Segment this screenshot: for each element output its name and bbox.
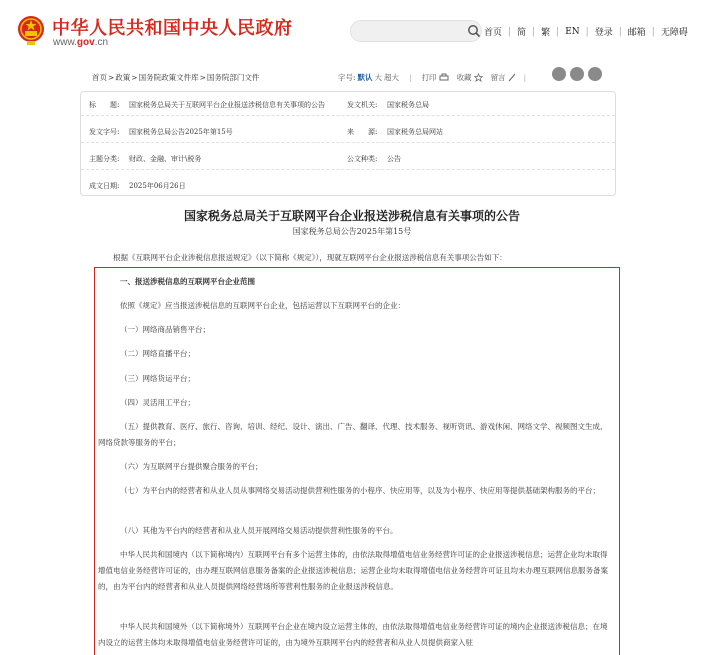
breadcrumb xyxy=(92,72,259,83)
list-item: （六）为互联网平台提供聚合服务的平台； xyxy=(120,462,263,471)
list-item: （二）网络直播平台； xyxy=(120,349,195,358)
nav-english[interactable]: EN xyxy=(565,26,580,37)
info-source-value: 国家税务总局网站 xyxy=(387,128,443,136)
site-header xyxy=(0,0,704,62)
article-number: 国家税务总局公告2025年第15号 xyxy=(292,227,412,236)
nav-login[interactable]: 登录 xyxy=(594,28,613,38)
paragraph-domestic: 中华人民共和国境内（以下简称境内）互联网平台有多个运营主体的，由依法取得增值电信业务经营许可证的企业报送涉税信息；运营企业均未取得增值电信业务经营许可证的，由办理互联网信息服务备案的企业报送涉税信息；运营企业均未取得增值电信业务经营许可证且均未办理互联网信息服务备案的，由为平台内的经营者和从业人员提供网络经营场所等营利性服务的企业报送涉税信息。 xyxy=(98,550,608,591)
paragraph-foreign: 中华人民共和国境外（以下简称境外）互联网平台企业在境内设立运营主体的，由依法取得增值电信业务经营许可证的境内企业报送涉税信息；在境内设立的运营主体均未取得增值电信业务经营许可证的，由为境外互联网平台内的经营者和从业人员提供商家入驻 xyxy=(98,622,608,647)
share-buttons xyxy=(552,67,602,81)
print-button[interactable]: 打印 xyxy=(421,73,437,82)
tools-separator: | xyxy=(523,73,527,82)
list-item: （五）提供教育、医疗、旅行、咨询、培训、经纪、设计、演出、广告、翻译、代理、技术服务、视听资讯、游戏休闲、网络文学、视频图文生成、网络贷款等服务的平台； xyxy=(98,422,608,447)
nav-simplified[interactable]: 简 xyxy=(517,28,527,38)
info-issuer-label: 发文机关: xyxy=(347,101,378,109)
site-title[interactable]: 中华人民共和国中央人民政府 xyxy=(52,18,293,39)
info-issuer-value: 国家税务总局 xyxy=(387,101,429,109)
font-size-label: 字号: xyxy=(338,73,356,82)
list-item: （一）网络商品销售平台； xyxy=(120,325,210,334)
site-url-prefix: www. xyxy=(53,37,77,48)
nav-separator: | xyxy=(618,26,622,37)
breadcrumb-home[interactable]: 首页 xyxy=(92,73,107,82)
nav-separator: | xyxy=(585,26,589,37)
font-size-large[interactable]: 大 xyxy=(374,73,383,82)
breadcrumb-dept-files[interactable]: 国务院部门文件 xyxy=(206,73,260,82)
page-tools xyxy=(338,72,536,83)
list-item: （四）灵活用工平台； xyxy=(120,398,195,407)
nav-separator: | xyxy=(532,26,536,37)
info-number-label: 发文字号: xyxy=(89,128,120,136)
star-icon[interactable] xyxy=(474,73,483,82)
info-row-title xyxy=(81,92,615,116)
nav-home[interactable]: 首页 xyxy=(484,28,503,38)
nav-separator: | xyxy=(508,26,512,37)
breadcrumb-arrow: > xyxy=(199,73,206,82)
nav-traditional[interactable]: 繁 xyxy=(541,28,551,38)
info-type-label: 公文种类: xyxy=(347,155,378,163)
favorite-circle-icon[interactable] xyxy=(588,67,602,81)
national-emblem-icon[interactable] xyxy=(16,14,46,46)
breadcrumb-arrow: > xyxy=(131,73,138,82)
info-number-value: 国家税务总局公告2025年第15号 xyxy=(129,128,233,136)
document-info-table xyxy=(80,91,616,196)
info-topic-label: 主题分类: xyxy=(89,155,120,163)
favorite-button[interactable]: 收藏 xyxy=(456,73,472,82)
list-item: （八）其他为平台内的经营者和从业人员开展网络交易活动提供营利性服务的平台。 xyxy=(120,526,398,535)
comment-button[interactable]: 留言 xyxy=(490,73,506,82)
breadcrumb-arrow: > xyxy=(108,73,115,82)
info-title-label: 标 题: xyxy=(89,101,120,109)
nav-separator: | xyxy=(556,26,560,37)
search-input[interactable] xyxy=(350,20,482,42)
info-type-value: 公告 xyxy=(387,155,401,163)
edit-icon[interactable] xyxy=(508,73,516,82)
search-icon[interactable] xyxy=(467,24,481,38)
tools-separator: | xyxy=(409,73,412,82)
site-url-gov: gov xyxy=(76,37,95,48)
info-source-label: 来 源: xyxy=(347,128,378,136)
font-size-default[interactable]: 默认 xyxy=(357,73,373,82)
top-nav xyxy=(484,25,688,38)
article-intro: 根据《互联网平台企业涉税信息报送规定》（以下简称《规定》），现就互联网平台企业报送涉税信息有关事项公告如下： xyxy=(113,253,507,262)
breadcrumb-bar xyxy=(92,70,612,84)
wechat-icon[interactable] xyxy=(570,67,584,81)
weibo-icon[interactable] xyxy=(552,67,566,81)
list-item: （三）网络货运平台； xyxy=(120,374,195,383)
info-topic-value: 财政、金融、审计\税务 xyxy=(129,155,202,163)
site-url[interactable] xyxy=(53,37,108,48)
section-lead: 依照《规定》应当报送涉税信息的互联网平台企业，包括运营以下互联网平台的企业： xyxy=(120,301,405,310)
nav-separator: | xyxy=(651,26,655,37)
article-title: 国家税务总局关于互联网平台企业报送涉税信息有关事项的公告 xyxy=(183,209,520,223)
font-size-xlarge[interactable]: 超大 xyxy=(384,73,400,82)
info-date-label: 成文日期: xyxy=(89,182,120,190)
list-item: （七）为平台内的经营者和从业人员从事网络交易活动提供营利性服务的小程序、快应用等，以及为小程序、快应用等提供基础架构服务的平台； xyxy=(120,486,600,495)
info-row-number xyxy=(81,119,615,143)
info-row-topic xyxy=(81,146,615,170)
info-row-date xyxy=(81,173,615,197)
print-icon[interactable] xyxy=(439,73,449,82)
info-title-value: 国家税务总局关于互联网平台企业报送涉税信息有关事项的公告 xyxy=(129,101,325,109)
info-date-value: 2025年06月26日 xyxy=(129,182,186,190)
breadcrumb-policy[interactable]: 政策 xyxy=(115,73,131,82)
nav-mail[interactable]: 邮箱 xyxy=(627,28,646,38)
breadcrumb-library[interactable]: 国务院政策文件库 xyxy=(138,73,199,82)
site-url-suffix: .cn xyxy=(94,37,109,48)
section-heading: 一、报送涉税信息的互联网平台企业范围 xyxy=(120,277,255,286)
nav-accessibility[interactable]: 无障碍 xyxy=(660,28,688,38)
